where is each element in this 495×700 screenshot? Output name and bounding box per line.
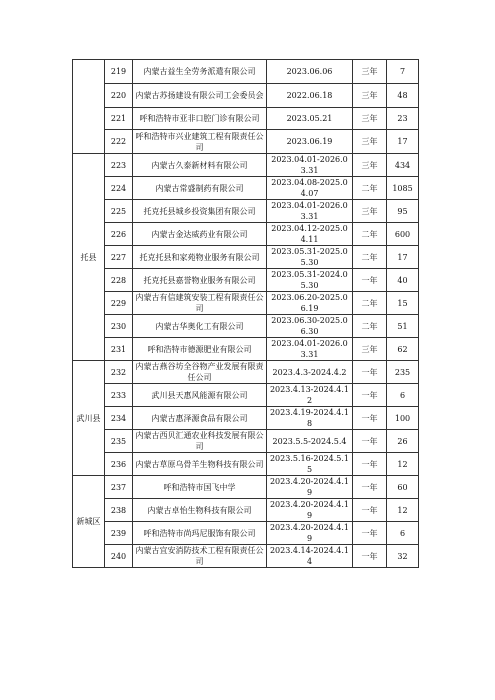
- table-row: [73, 108, 419, 130]
- company-name-cell: 托克托县城乡投资集团有限公司: [133, 200, 267, 223]
- company-name-cell: 内蒙古久泰新材料有限公司: [133, 154, 267, 177]
- contract-term-cell: 一年: [353, 361, 387, 384]
- contract-date-cell: 2023.04.01-2026.03.31: [267, 200, 353, 223]
- company-name-cell: 呼和浩特市国飞中学: [133, 476, 267, 499]
- employee-count-cell: 15: [387, 292, 419, 315]
- contract-date-cell: 2023.05.21: [267, 108, 353, 130]
- table-row: [73, 522, 419, 545]
- company-name-cell: 呼和浩特市兴业建筑工程有限责任公司: [133, 130, 267, 154]
- employee-count-cell: 17: [387, 130, 419, 154]
- row-number-cell: 222: [105, 130, 133, 154]
- row-number-cell: 219: [105, 60, 133, 84]
- employee-count-cell: 51: [387, 315, 419, 338]
- employee-count-cell: 100: [387, 407, 419, 430]
- region-cell: 武川县: [73, 361, 105, 476]
- row-number-cell: 226: [105, 223, 133, 246]
- contract-term-cell: 一年: [353, 269, 387, 292]
- row-number-cell: 221: [105, 108, 133, 130]
- contract-term-cell: 三年: [353, 60, 387, 84]
- company-name-cell: 呼和浩特市尚玛尼服饰有限公司: [133, 522, 267, 545]
- employee-count-cell: 48: [387, 84, 419, 108]
- table-row: [73, 154, 419, 177]
- contract-date-cell: 2023.4.14-2024.4.14: [267, 545, 353, 568]
- contract-term-cell: 一年: [353, 453, 387, 476]
- employee-count-cell: 62: [387, 338, 419, 361]
- company-name-cell: 托克托县嘉誉物业服务有限公司: [133, 269, 267, 292]
- table-row: [73, 545, 419, 568]
- row-number-cell: 227: [105, 246, 133, 269]
- contract-date-cell: 2023.06.30-2025.06.30: [267, 315, 353, 338]
- employee-count-cell: 1085: [387, 177, 419, 200]
- row-number-cell: 224: [105, 177, 133, 200]
- contract-term-cell: 一年: [353, 476, 387, 499]
- company-name-cell: 呼和浩特市亚非口腔门诊有限公司: [133, 108, 267, 130]
- table-row: [73, 361, 419, 384]
- contract-date-cell: 2023.05.31-2025.05.30: [267, 246, 353, 269]
- table-row: [73, 223, 419, 246]
- contract-date-cell: 2023.4.13-2024.4.12: [267, 384, 353, 407]
- contract-table: [72, 59, 419, 568]
- contract-date-cell: 2023.04.08-2025.04.07: [267, 177, 353, 200]
- contract-term-cell: 一年: [353, 430, 387, 453]
- contract-term-cell: 一年: [353, 407, 387, 430]
- row-number-cell: 232: [105, 361, 133, 384]
- region-cell: [73, 60, 105, 154]
- contract-date-cell: 2023.4.20-2024.4.19: [267, 476, 353, 499]
- table-row: [73, 407, 419, 430]
- table-row: [73, 269, 419, 292]
- row-number-cell: 225: [105, 200, 133, 223]
- row-number-cell: 223: [105, 154, 133, 177]
- contract-date-cell: 2023.06.20-2025.06.19: [267, 292, 353, 315]
- contract-date-cell: 2023.06.06: [267, 60, 353, 84]
- row-number-cell: 238: [105, 499, 133, 522]
- contract-term-cell: 三年: [353, 154, 387, 177]
- company-name-cell: 内蒙古宜安消防技术工程有限责任公司: [133, 545, 267, 568]
- employee-count-cell: 434: [387, 154, 419, 177]
- company-name-cell: 内蒙古华奥化工有限公司: [133, 315, 267, 338]
- employee-count-cell: 40: [387, 269, 419, 292]
- contract-date-cell: 2023.4.19-2024.4.18: [267, 407, 353, 430]
- contract-term-cell: 三年: [353, 84, 387, 108]
- table-row: [73, 177, 419, 200]
- table-row: [73, 499, 419, 522]
- contract-date-cell: 2023.06.19: [267, 130, 353, 154]
- company-name-cell: 内蒙古有信建筑安装工程有限责任公司: [133, 292, 267, 315]
- contract-term-cell: 一年: [353, 545, 387, 568]
- employee-count-cell: 12: [387, 453, 419, 476]
- table-row: [73, 84, 419, 108]
- contract-term-cell: 二年: [353, 315, 387, 338]
- row-number-cell: 233: [105, 384, 133, 407]
- company-name-cell: 托克托县和家苑物业服务有限公司: [133, 246, 267, 269]
- table-row: [73, 200, 419, 223]
- company-name-cell: 内蒙古惠泽源食品有限公司: [133, 407, 267, 430]
- employee-count-cell: 6: [387, 522, 419, 545]
- table-row: [73, 338, 419, 361]
- company-name-cell: 内蒙古金达威药业有限公司: [133, 223, 267, 246]
- employee-count-cell: 6: [387, 384, 419, 407]
- employee-count-cell: 26: [387, 430, 419, 453]
- table-row: [73, 60, 419, 84]
- company-name-cell: 内蒙古燕谷坊全谷物产业发展有限责任公司: [133, 361, 267, 384]
- employee-count-cell: 12: [387, 499, 419, 522]
- row-number-cell: 229: [105, 292, 133, 315]
- region-cell: 托县: [73, 154, 105, 361]
- employee-count-cell: 23: [387, 108, 419, 130]
- contract-date-cell: 2023.05.31-2024.05.30: [267, 269, 353, 292]
- contract-date-cell: 2023.5.16-2024.5.15: [267, 453, 353, 476]
- region-cell: 新城区: [73, 476, 105, 568]
- contract-term-cell: 三年: [353, 338, 387, 361]
- company-name-cell: 内蒙古益生全劳务派遣有限公司: [133, 60, 267, 84]
- company-name-cell: 内蒙古草原乌骨羊生物科技有限公司: [133, 453, 267, 476]
- contract-date-cell: 2023.4.3-2024.4.2: [267, 361, 353, 384]
- contract-term-cell: 一年: [353, 522, 387, 545]
- contract-term-cell: 三年: [353, 200, 387, 223]
- contract-date-cell: 2023.04.12-2025.04.11: [267, 223, 353, 246]
- contract-date-cell: 2023.04.01-2026.03.31: [267, 154, 353, 177]
- employee-count-cell: 32: [387, 545, 419, 568]
- row-number-cell: 235: [105, 430, 133, 453]
- contract-date-cell: 2023.4.20-2024.4.19: [267, 499, 353, 522]
- contract-date-cell: 2023.4.20-2024.4.19: [267, 522, 353, 545]
- row-number-cell: 234: [105, 407, 133, 430]
- contract-term-cell: 二年: [353, 177, 387, 200]
- contract-term-cell: 二年: [353, 223, 387, 246]
- contract-term-cell: 二年: [353, 246, 387, 269]
- table-row: [73, 292, 419, 315]
- row-number-cell: 220: [105, 84, 133, 108]
- employee-count-cell: 17: [387, 246, 419, 269]
- row-number-cell: 239: [105, 522, 133, 545]
- table-row: [73, 315, 419, 338]
- contract-term-cell: 三年: [353, 130, 387, 154]
- employee-count-cell: 600: [387, 223, 419, 246]
- company-name-cell: 内蒙古卓怡生物科技有限公司: [133, 499, 267, 522]
- company-name-cell: 内蒙古西贝汇通农业科技发展有限公司: [133, 430, 267, 453]
- company-name-cell: 内蒙古苏扬建设有限公司工会委员会: [133, 84, 267, 108]
- employee-count-cell: 7: [387, 60, 419, 84]
- employee-count-cell: 235: [387, 361, 419, 384]
- table-row: [73, 130, 419, 154]
- contract-term-cell: 一年: [353, 384, 387, 407]
- row-number-cell: 231: [105, 338, 133, 361]
- row-number-cell: 236: [105, 453, 133, 476]
- table-row: [73, 384, 419, 407]
- contract-date-cell: 2022.06.18: [267, 84, 353, 108]
- contract-date-cell: 2023.5.5-2024.5.4: [267, 430, 353, 453]
- row-number-cell: 240: [105, 545, 133, 568]
- contract-term-cell: 三年: [353, 108, 387, 130]
- company-name-cell: 武川县天惠风能源有限公司: [133, 384, 267, 407]
- table-row: [73, 453, 419, 476]
- company-name-cell: 呼和浩特市德源肥业有限公司: [133, 338, 267, 361]
- contract-term-cell: 一年: [353, 499, 387, 522]
- table-row: [73, 246, 419, 269]
- row-number-cell: 237: [105, 476, 133, 499]
- contract-date-cell: 2023.04.01-2026.03.31: [267, 338, 353, 361]
- table-row: [73, 430, 419, 453]
- company-name-cell: 内蒙古常盛制药有限公司: [133, 177, 267, 200]
- row-number-cell: 228: [105, 269, 133, 292]
- employee-count-cell: 60: [387, 476, 419, 499]
- employee-count-cell: 95: [387, 200, 419, 223]
- table-body: [73, 60, 419, 568]
- table-row: [73, 476, 419, 499]
- contract-term-cell: 二年: [353, 292, 387, 315]
- row-number-cell: 230: [105, 315, 133, 338]
